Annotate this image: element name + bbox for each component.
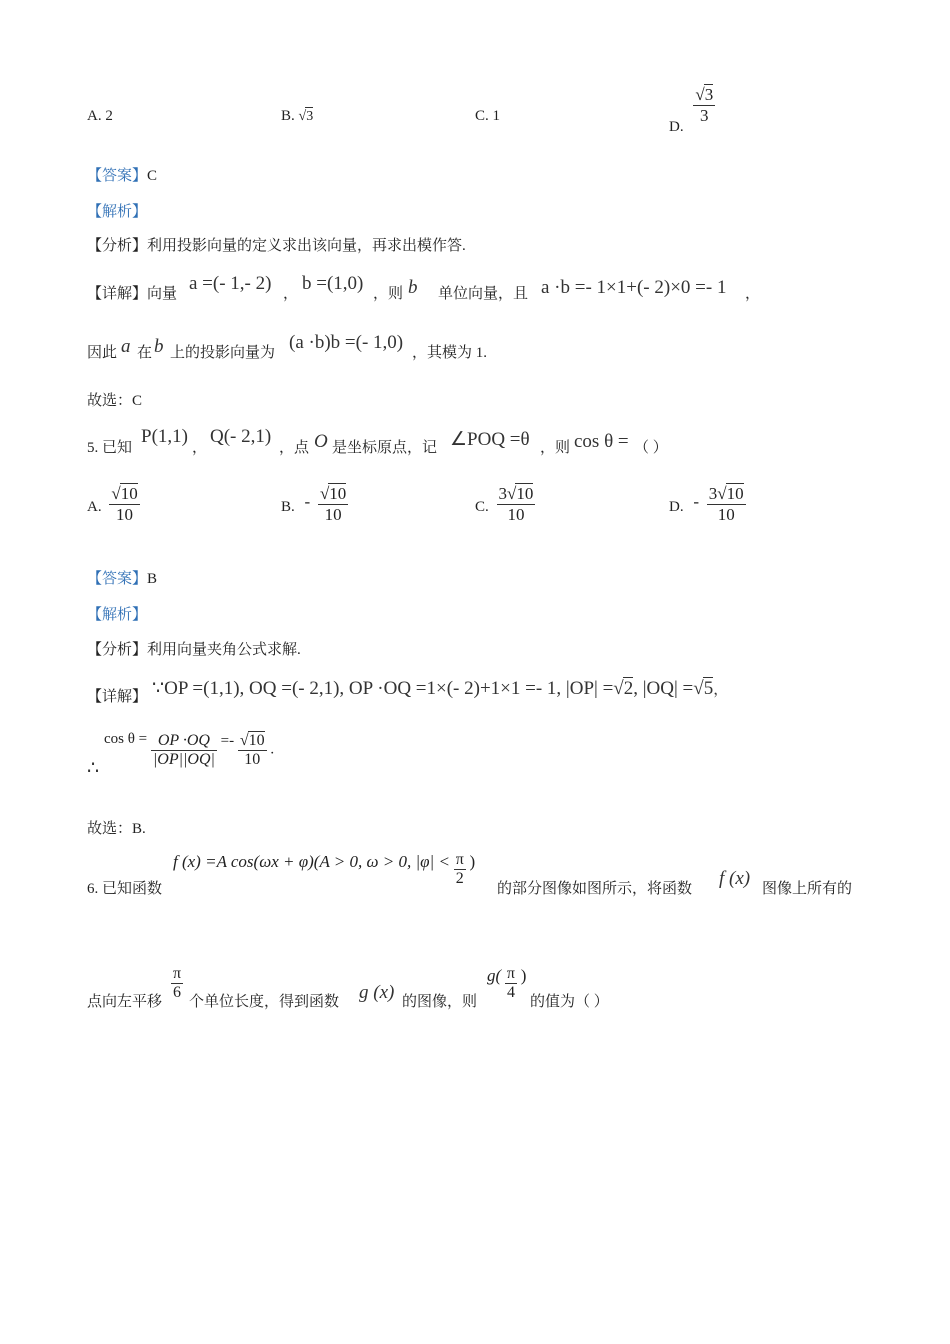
q6-fx: f (x) <box>719 868 751 889</box>
q5-option-b: B. - $\frac{√10}{10}$ <box>281 484 347 524</box>
q4-detail-text3: 单位向量，且 <box>438 286 529 302</box>
q5-origin-o: O <box>314 431 328 452</box>
q6-stem-3: 图像上所有的 <box>762 881 853 897</box>
q5-option-a: A. $\frac{√10}{10}$ <box>87 484 138 524</box>
q6-function: f (x) =A cos(ωx + φ)(A > 0, ω > 0, |φ| < $\frac{\pi}{2}$ ) <box>173 851 476 887</box>
q4-analysis-tag: 【解析】 <box>87 204 148 220</box>
q5-analysis-tag: 【解析】 <box>87 607 148 623</box>
q5-angle: ∠POQ =θ <box>450 429 530 450</box>
q4-comma2: ， <box>745 286 761 302</box>
q5-fenxi: 【分析】利用向量夹角公式求解. <box>87 642 301 658</box>
q4-vector-b: b =(1,0) <box>302 273 364 294</box>
q6-g-pi4: g( $\frac{\pi}{4}$ ) <box>487 965 527 1001</box>
q5-point-p: P(1,1) <box>141 426 188 447</box>
q4-detail-line2: 因此 <box>87 345 118 361</box>
q6-stem-2: 的部分图像如图所示，将函数 <box>497 881 693 897</box>
q4-b-symbol: b <box>408 277 418 298</box>
q4-choose: 故选：C <box>87 393 143 409</box>
q5-stem-3: 是坐标原点，记 <box>332 440 438 456</box>
q4-option-b: B. √3 <box>281 108 314 124</box>
q5-option-c: C. $\frac{3√10}{10}$ <box>475 484 534 524</box>
q4-fenxi: 【分析】利用投影向量的定义求出该向量，再求出模作答. <box>87 238 466 254</box>
q6-stem-1: 6. 已知函数 <box>87 881 163 897</box>
q6-line2-2: 个单位长度，得到函数 <box>189 994 340 1010</box>
q6-gx: g (x) <box>359 982 395 1003</box>
q5-stem-1: 5. 已知 <box>87 440 133 456</box>
q6-line2-1: 点向左平移 <box>87 994 163 1010</box>
q5-cos-formula: cos θ = $\frac{OP \cdot OQ}{|OP||OQ|}$ =- $\frac{√10}{10}$ . <box>104 731 275 768</box>
q5-comma: ， <box>192 440 208 456</box>
q5-detail-equation: ∵OP =(1,1), OQ =(- 2,1), OP ·OQ =1×(- 2)+1×1 =- 1, |OP| =√2, |OQ| =√5， <box>152 678 729 699</box>
q4-detail-text2: ，则 <box>373 286 404 302</box>
q4-option-c: C. 1 <box>475 108 501 124</box>
q4-dot-product: a ·b =- 1×1+(- 2)×0 =- 1 <box>541 277 727 298</box>
q4-option-a: A. 2 <box>87 108 113 124</box>
q5-point-q: Q(- 2,1) <box>210 426 272 447</box>
q5-cos: cos θ = <box>574 431 629 452</box>
q4-line2-text3: 上的投影向量为 <box>170 345 276 361</box>
q6-shift-fraction: $\frac{\pi}{6}$ <box>173 965 182 1001</box>
q5-answer: 【答案】B <box>87 571 158 587</box>
q4-projection: (a ·b)b =(- 1,0) <box>289 332 404 353</box>
q4-option-d-fraction: $\frac{√3}{3}$ <box>695 85 714 125</box>
q5-therefore: ∴ <box>87 758 100 779</box>
q5-stem-2: ，点 <box>279 440 310 456</box>
q4-line2-a: a <box>121 336 131 357</box>
q5-paren: （ ） <box>634 440 668 456</box>
q4-option-d: D. $\frac{√3}{3}$ <box>669 85 714 136</box>
q4-line2-text4: ，其模为 1. <box>412 345 488 361</box>
q4-line2-b: b <box>154 336 164 357</box>
q5-detail-tag: 【详解】 <box>87 689 148 705</box>
q4-vector-a: a =(- 1,- 2) <box>189 273 272 294</box>
q4-answer: 【答案】C <box>87 168 158 184</box>
q4-option-b-value: √3 <box>298 109 314 124</box>
q6-line2-3: 的图像，则 <box>402 994 478 1010</box>
q5-stem-4: ，则 <box>540 440 571 456</box>
q5-choose: 故选：B. <box>87 821 146 837</box>
q4-line2-text2: 在 <box>137 345 153 361</box>
q4-comma1: ， <box>283 286 299 302</box>
q6-line2-4: 的值为（ ） <box>530 994 609 1010</box>
q5-option-d: D. - $\frac{3√10}{10}$ <box>669 484 744 524</box>
q4-detail-line1: 【详解】向量 <box>87 286 178 302</box>
